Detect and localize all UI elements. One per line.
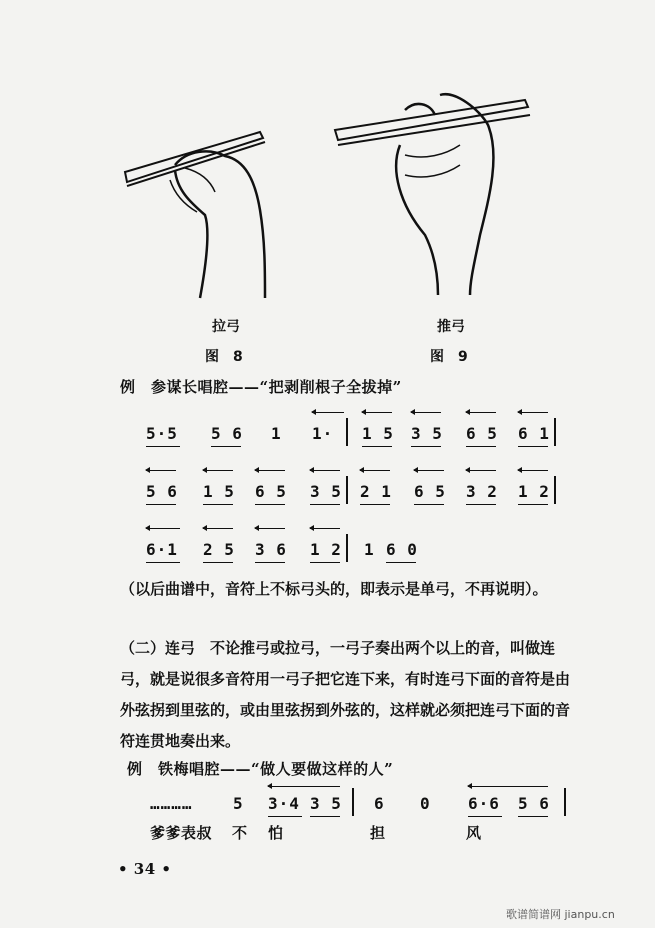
score-note: 2 5 xyxy=(203,540,235,559)
page-number: • 34 • xyxy=(118,860,172,878)
score-note: 6 0 xyxy=(386,540,418,559)
score-note: 3 2 xyxy=(466,482,498,501)
example-2-heading: 例 铁梅唱腔——“做人要做这样的人” xyxy=(127,760,394,778)
score-note: 1 5 xyxy=(362,424,394,443)
score-note: 3·4 xyxy=(268,794,300,813)
score-note: 3 5 xyxy=(310,482,342,501)
score-note: 3 5 xyxy=(411,424,443,443)
score-note: 6 5 xyxy=(414,482,446,501)
lyric-2: 不 xyxy=(232,824,248,842)
score-note: 5 6 xyxy=(211,424,243,443)
section-paragraph xyxy=(120,633,580,757)
score-note: 1 2 xyxy=(518,482,550,501)
score-note: 6 1 xyxy=(518,424,550,443)
score-note: 5 6 xyxy=(146,482,178,501)
score-note: 6·6 xyxy=(468,794,500,813)
score-note: 1· xyxy=(312,424,334,443)
lyric-1: 爹爹表叔 xyxy=(150,824,213,842)
score-note: 1 2 xyxy=(310,540,342,559)
figure-8-caption: 图 8 xyxy=(205,349,243,365)
score-note: 5·5 xyxy=(146,424,178,443)
score-note: 1 xyxy=(364,540,375,559)
figure-9-caption: 图 9 xyxy=(430,349,468,365)
lyric-3: 怕 xyxy=(268,824,284,842)
score-note: 6 5 xyxy=(466,424,498,443)
score-note: 5 xyxy=(233,794,244,813)
figure-9-label: 推弓 xyxy=(437,319,465,335)
score-note: 0 xyxy=(420,794,431,813)
score-note: 6·1 xyxy=(146,540,178,559)
example-1-heading: 例 参谋长唱腔——“把剥削根子全拔掉” xyxy=(120,378,402,396)
score-note: 3 5 xyxy=(310,794,342,813)
score-note: 6 xyxy=(374,794,385,813)
lyric-4: 担 xyxy=(370,824,386,842)
figure-9-illustration xyxy=(330,85,540,295)
score-note: 5 6 xyxy=(518,794,550,813)
score-note: 2 1 xyxy=(360,482,392,501)
section-title: （二）连弓 xyxy=(120,639,196,657)
figure-8-label: 拉弓 xyxy=(212,319,240,335)
score-note: 1 5 xyxy=(203,482,235,501)
score-note: 6 5 xyxy=(255,482,287,501)
lyric-5: 风 xyxy=(466,824,482,842)
score-note: ………… xyxy=(150,794,193,813)
watermark: 歌谱简谱网 jianpu.cn xyxy=(506,908,615,921)
section-body: 不论推弓或拉弓，一弓子奏出两个以上的音，叫做连弓，就是说很多音符用一弓子把它连下来，有时连弓下面的音符是由外弦拐到里弦的，或由里弦拐到外弦的，这样就必须把连弓下面的音符连贯地奏出来。 xyxy=(120,639,571,750)
figure-8-illustration xyxy=(115,120,275,300)
score-note: 3 6 xyxy=(255,540,287,559)
score-note: 1 xyxy=(271,424,282,443)
notation-note: （以后曲谱中，音符上不标弓头的，即表示是单弓，不再说明）。 xyxy=(120,580,548,598)
